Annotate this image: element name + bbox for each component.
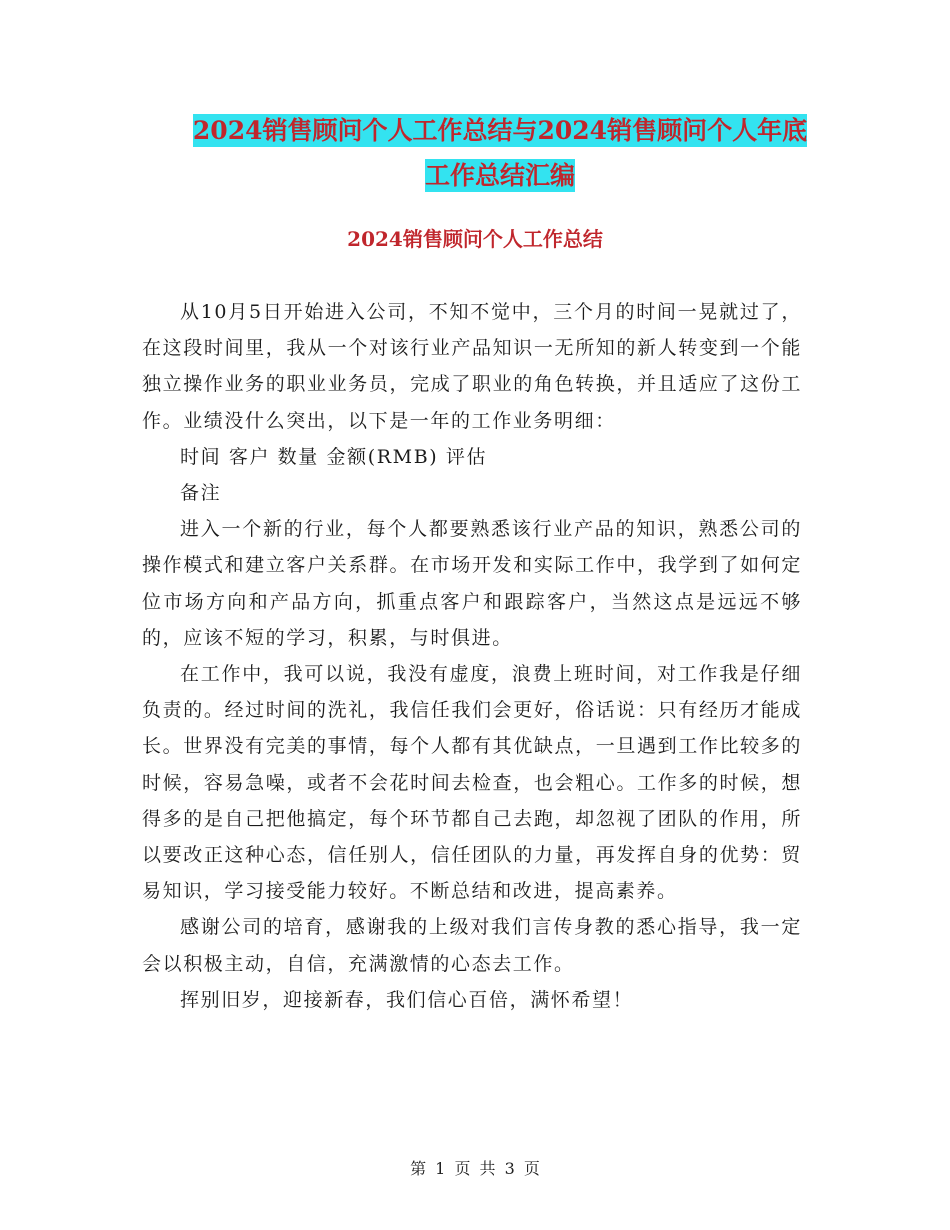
document-title-line-2: 工作总结汇编 [424, 161, 575, 190]
document-title-line-1: 2024销售顾问个人工作总结与2024销售顾问个人年底 [192, 116, 808, 145]
document-body [142, 294, 802, 1018]
paragraph-intro: 从10月5日开始进入公司，不知不觉中，三个月的时间一晃就过了，在这段时间里，我从一个对该行业产品知识一无所知的新人转变到一个能独立操作业务的职业业务员，完成了职业的角色转换，并且适应了这份工作。业绩没什么突出，以下是一年的工作业务明细： [142, 301, 802, 432]
paragraph-new-industry: 进入一个新的行业，每个人都要熟悉该行业产品的知识，熟悉公司的操作模式和建立客户关系群。在市场开发和实际工作中，我学到了如何定位市场方向和产品方向，抓重点客户和跟踪客户，当然这点是远远不够的，应该不短的学习，积累，与时俱进。 [142, 518, 802, 649]
paragraph-notes-label: 备注 [180, 482, 222, 505]
document-title [130, 108, 870, 198]
paragraph-table-header: 时间 客户 数量 金额(RMB) 评估 [180, 445, 488, 468]
paragraph-work-reflection: 在工作中，我可以说，我没有虚度，浪费上班时间，对工作我是仔细负责的。经过时间的洗礼，我信任我们会更好，俗话说：只有经历才能成长。世界没有完美的事情，每个人都有其优缺点，一旦遇到工作比较多的时候，容易急噪，或者不会花时间去检查，也会粗心。工作多的时候，想得多的是自己把他搞定，每个环节都自己去跑，却忽视了团队的作用，所以要改正这种心态，信任别人，信任团队的力量，再发挥自身的优势：贸易知识，学习接受能力较好。不断总结和改进，提高素养。 [142, 663, 802, 903]
section-heading: 2024销售顾问个人工作总结 [347, 227, 603, 251]
paragraph-thanks: 感谢公司的培育，感谢我的上级对我们言传身教的悉心指导，我一定会以积极主动，自信，充满激情的心态去工作。 [142, 916, 802, 975]
page-footer: 第 1 页 共 3 页 [410, 1159, 540, 1178]
paragraph-closing: 挥别旧岁，迎接新春，我们信心百倍，满怀希望！ [180, 988, 634, 1011]
